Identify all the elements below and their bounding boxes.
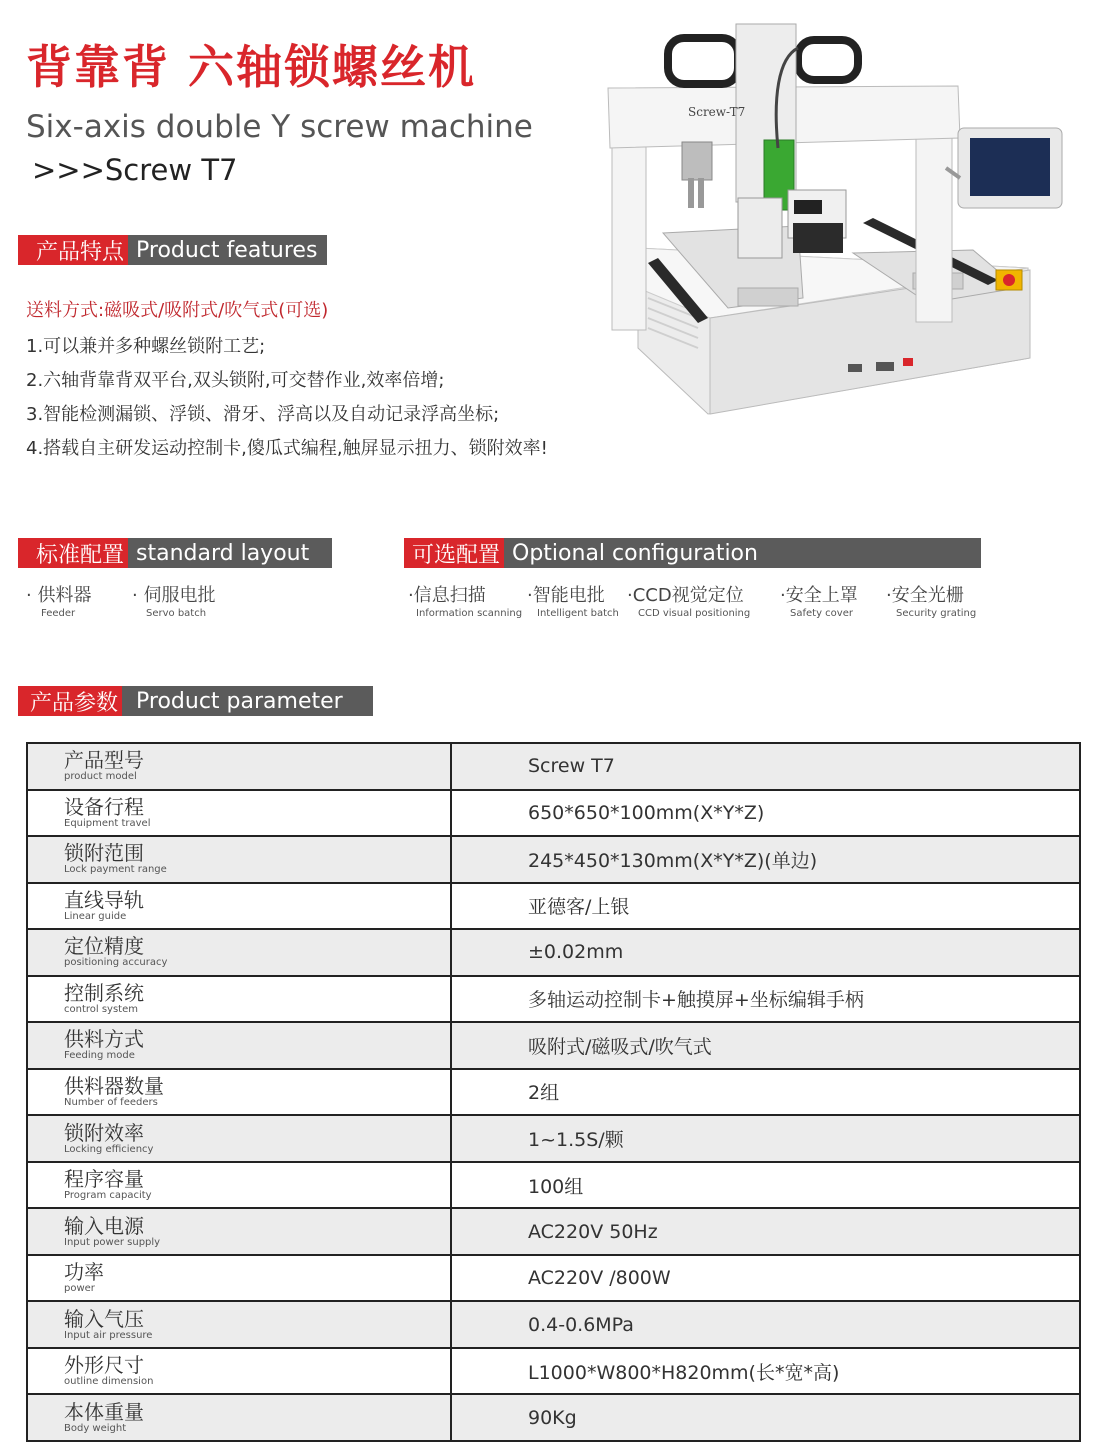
- param-label-cn: 本体重量: [64, 1399, 144, 1424]
- param-label-cell: [27, 976, 451, 1023]
- param-label-cn: 功率: [64, 1260, 104, 1285]
- optional-item-cover: ·安全上罩: [780, 585, 858, 606]
- param-label-en: Input power supply: [64, 1236, 161, 1248]
- optional-item-grating: ·安全光栅: [886, 585, 964, 606]
- table-row: [27, 1348, 1080, 1395]
- param-label-cell: [27, 883, 451, 930]
- feature-item-4: 4.搭载自主研发运动控制卡,傻瓜式编程,触屏显示扭力、锁附效率!: [26, 438, 548, 459]
- table-row: [27, 1022, 1080, 1069]
- standard-header-en: standard layout: [128, 538, 332, 568]
- optional-item-batch: ·智能电批: [527, 585, 605, 606]
- table-row: [27, 1208, 1080, 1255]
- table-row: [27, 790, 1080, 837]
- param-value: ±0.02mm: [451, 929, 1080, 976]
- param-label-en: Program capacity: [64, 1190, 152, 1202]
- table-row: [27, 1162, 1080, 1209]
- table-row: [27, 743, 1080, 790]
- features-header-en: Product features: [128, 235, 327, 265]
- param-label-en: control system: [64, 1003, 138, 1015]
- param-value: AC220V 50Hz: [451, 1208, 1080, 1255]
- optional-item-batch-en: Intelligent batch: [537, 608, 619, 619]
- param-label-cell: [27, 1394, 451, 1441]
- optional-item-scan: ·信息扫描: [408, 585, 486, 606]
- table-row: [27, 883, 1080, 930]
- table-row: [27, 836, 1080, 883]
- standard-header-cn: 标准配置: [18, 538, 128, 568]
- param-label-en: Input air pressure: [64, 1329, 153, 1341]
- param-label-cn: 供料器数量: [64, 1073, 164, 1098]
- param-value: 245*450*130mm(X*Y*Z)(单边): [451, 836, 1080, 883]
- param-label-cn: 锁附范围: [64, 841, 144, 866]
- param-label-cell: [27, 1022, 451, 1069]
- table-row: [27, 1255, 1080, 1302]
- param-label-en: product model: [64, 771, 137, 783]
- table-row: [27, 1115, 1080, 1162]
- optional-item-scan-en: Information scanning: [416, 608, 523, 619]
- param-value: 90Kg: [451, 1394, 1080, 1441]
- param-value: L1000*W800*H820mm(长*宽*高): [451, 1348, 1080, 1395]
- param-label-cn: 输入气压: [64, 1306, 144, 1331]
- feature-item-3: 3.智能检测漏锁、浮锁、滑牙、浮高以及自动记录浮高坐标;: [26, 404, 500, 425]
- param-value: 100组: [451, 1162, 1080, 1209]
- param-label-cell: [27, 836, 451, 883]
- params-header: [18, 686, 373, 716]
- param-label-en: Linear guide: [64, 910, 127, 922]
- param-label-en: Lock payment range: [64, 864, 167, 876]
- param-label-cell: [27, 1348, 451, 1395]
- param-label-cn: 控制系统: [64, 980, 144, 1005]
- param-label-cn: 产品型号: [64, 748, 144, 773]
- param-label-en: Feeding mode: [64, 1050, 135, 1062]
- title-cn: 背靠背 六轴锁螺丝机: [26, 40, 477, 94]
- param-label-cell: [27, 1301, 451, 1348]
- param-value: 多轴运动控制卡+触摸屏+坐标编辑手柄: [451, 976, 1080, 1023]
- param-label-en: Number of feeders: [64, 1096, 158, 1108]
- param-value: 吸附式/磁吸式/吹气式: [451, 1022, 1080, 1069]
- param-label-cell: [27, 790, 451, 837]
- table-row: [27, 976, 1080, 1023]
- param-label-en: Body weight: [64, 1422, 127, 1434]
- feeding-method: 送料方式:磁吸式/吸附式/吹气式(可选): [26, 300, 329, 321]
- params-table: [26, 742, 1081, 1442]
- param-label-en: Equipment travel: [64, 817, 151, 829]
- optional-header-cn: 可选配置: [404, 538, 504, 568]
- params-header-en: Product parameter: [122, 686, 373, 716]
- param-value: 0.4-0.6MPa: [451, 1301, 1080, 1348]
- machine-image: [598, 18, 1068, 418]
- optional-header-en: Optional configuration: [504, 538, 981, 568]
- param-label-en: Locking efficiency: [64, 1143, 154, 1155]
- optional-item-cover-en: Safety cover: [790, 608, 853, 619]
- features-header: [18, 235, 327, 265]
- param-value: 2组: [451, 1069, 1080, 1116]
- param-value: 650*650*100mm(X*Y*Z): [451, 790, 1080, 837]
- param-value: 亚德客/上银: [451, 883, 1080, 930]
- machine-label: Screw-T7: [688, 105, 746, 119]
- param-label-cell: [27, 929, 451, 976]
- optional-item-ccd: ·CCD视觉定位: [627, 585, 744, 606]
- table-row: [27, 1069, 1080, 1116]
- standard-item-servo: · 伺服电批: [132, 585, 216, 606]
- table-row: [27, 929, 1080, 976]
- feature-item-1: 1.可以兼并多种螺丝锁附工艺;: [26, 336, 266, 357]
- table-row: [27, 1394, 1080, 1441]
- param-label-cell: [27, 1115, 451, 1162]
- table-row: [27, 1301, 1080, 1348]
- param-label-en: outline dimension: [64, 1376, 154, 1388]
- title-en: Six-axis double Y screw machine: [26, 109, 533, 145]
- param-label-cn: 直线导轨: [64, 887, 144, 912]
- optional-item-grating-en: Security grating: [896, 608, 977, 619]
- param-value: Screw T7: [451, 743, 1080, 790]
- feature-item-2: 2.六轴背靠背双平台,双头锁附,可交替作业,效率倍增;: [26, 370, 445, 391]
- param-label-en: power: [64, 1283, 95, 1295]
- param-label-cell: [27, 1069, 451, 1116]
- features-header-cn: 产品特点: [18, 235, 128, 265]
- param-label-cell: [27, 1208, 451, 1255]
- param-label-en: positioning accuracy: [64, 957, 168, 969]
- param-value: AC220V /800W: [451, 1255, 1080, 1302]
- param-label-cn: 输入电源: [64, 1213, 144, 1238]
- param-label-cn: 供料方式: [64, 1027, 144, 1052]
- param-label-cell: [27, 743, 451, 790]
- standard-item-feeder-en: Feeder: [41, 608, 76, 619]
- standard-item-feeder: · 供料器: [26, 585, 92, 606]
- standard-item-servo-en: Servo batch: [146, 608, 207, 619]
- param-label-cn: 外形尺寸: [64, 1353, 144, 1378]
- param-label-cn: 定位精度: [64, 934, 144, 959]
- optional-item-ccd-en: CCD visual positioning: [638, 608, 751, 619]
- param-label-cn: 锁附效率: [64, 1120, 144, 1145]
- param-label-cn: 程序容量: [64, 1167, 144, 1192]
- param-label-cn: 设备行程: [64, 794, 144, 819]
- standard-header: [18, 538, 332, 568]
- param-value: 1~1.5S/颗: [451, 1115, 1080, 1162]
- params-header-cn: 产品参数: [18, 686, 122, 716]
- param-label-cell: [27, 1162, 451, 1209]
- optional-header: [404, 538, 981, 568]
- model-line: >>>Screw T7: [32, 153, 238, 187]
- param-label-cell: [27, 1255, 451, 1302]
